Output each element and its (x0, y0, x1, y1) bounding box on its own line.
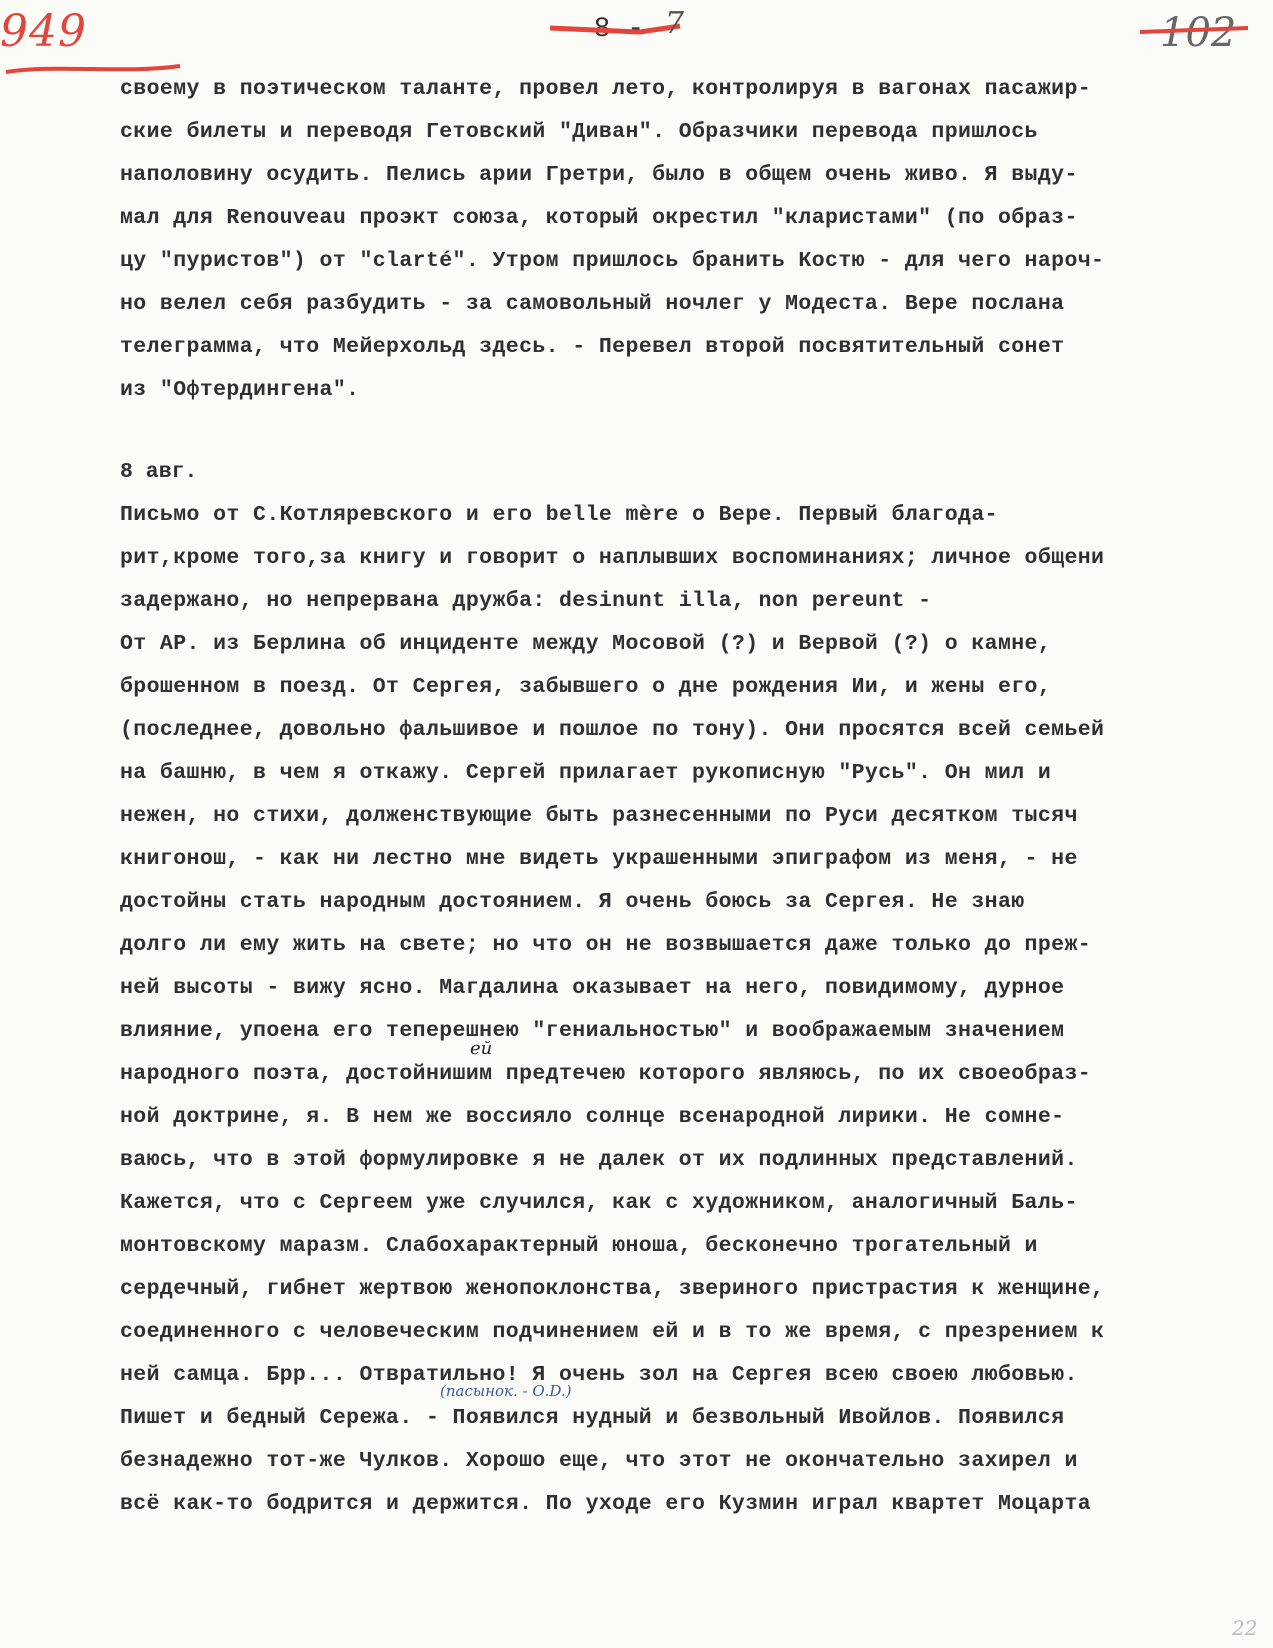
text-line: ней самца. Брр... Отвратильно! Я очень зол на Сергея всею своею любовью. (120, 1363, 1078, 1387)
text-line: Пишет и бедный Сережа. - Появился нудный и безвольный Ивойлов. Появился (120, 1406, 1065, 1430)
text-line: задержано, но непрервана дружба: desinunt illa, non pereunt - (120, 589, 932, 613)
text-line: из "Офтердингена". (120, 378, 360, 402)
text-line: долго ли ему жить на свете; но что он не возвышается даже только до преж- (120, 933, 1092, 957)
archive-number: 949 (0, 6, 87, 57)
text-line: но велел себя разбудить - за самовольный ночлег у Модеста. Вере послана (120, 292, 1065, 316)
text-line: безнадежно тот-же Чулков. Хорошо еще, что этот не окончательно захирел и (120, 1449, 1078, 1473)
handwritten-insertion: ей (470, 1038, 493, 1059)
text-line: Письмо от С.Котляревского и его belle mère о Вере. Первый благода- (120, 503, 998, 527)
text-line: ной доктрине, я. В нем же воссияло солнце всенародной лирики. Не сомне- (120, 1105, 1065, 1129)
text-line: телеграмма, что Мейерхольд здесь. - Перевел второй посвятительный сонет (120, 335, 1065, 359)
page-number-corrected: 7 (665, 6, 685, 41)
corner-mark: 22 (1232, 1616, 1258, 1640)
text-line: наполовину осудить. Пелись арии Гретри, было в общем очень живо. Я выду- (120, 163, 1078, 187)
text-line: достойны стать народным достоянием. Я очень боюсь за Сергея. Не знаю (120, 890, 1025, 914)
margin-note: (пасынок. - О.D.) (440, 1382, 572, 1400)
text-line: (последнее, довольно фальшивое и пошлое по тону). Они просятся всей семьей (120, 718, 1105, 742)
text-line: сердечный, гибнет жертвою женопоклонства, звериного пристрастия к женщине, (120, 1277, 1105, 1301)
text-line: рит,кроме того,за книгу и говорит о наплывших воспоминаниях; личное общени (120, 546, 1105, 570)
text-line: своему в поэтическом таланте, провел лето, контролируя в вагонах пасажир- (120, 77, 1092, 101)
text-line: ней высоты - вижу ясно. Магдалина оказывает на него, повидимому, дурное (120, 976, 1065, 1000)
text-line: соединенного с человеческим подчинением ей и в то же время, с презрением к (120, 1320, 1105, 1344)
date-heading: 8 авг. (120, 460, 198, 484)
text-line: ваюсь, что в этой формулировке я не далек от их подлинных представлений. (120, 1148, 1078, 1172)
sheet-number-strike (1140, 20, 1250, 46)
text-line: цу "пуристов") от "clarté". Утром пришлось бранить Костю - для чего нароч- (120, 249, 1105, 273)
page-number: - 8 - (560, 14, 645, 45)
text-line: монтовскому маразм. Слабохарактерный юноша, бесконечно трогательный и (120, 1234, 1038, 1258)
text-line: Кажется, что с Сергеем уже случился, как с художником, аналогичный Баль- (120, 1191, 1078, 1215)
text-line: ские билеты и переводя Гетовский "Диван". Образчики перевода пришлось (120, 120, 1038, 144)
sheet-number: 102 (1160, 10, 1237, 56)
text-line: всё как-то бодрится и держится. По уходе его Кузмин играл квартет Моцарта (120, 1492, 1092, 1516)
text-line: От АР. из Берлина об инциденте между Мосовой (?) и Вервой (?) о камне, (120, 632, 1052, 656)
text-line: влияние, упоена его теперешнею "гениальностью" и воображаемым значением (120, 1019, 1065, 1043)
text-line: брошенном в поезд. От Сергея, забывшего о дне рождения Ии, и жены его, (120, 675, 1052, 699)
text-line: на башню, в чем я откажу. Сергей прилагает рукописную "Русь". Он мил и (120, 761, 1052, 785)
text-line: нежен, но стихи, долженствующие быть разнесенными по Руси десятком тысяч (120, 804, 1078, 828)
text-line: книгонош, - как ни лестно мне видеть украшенными эпиграфом из меня, - не (120, 847, 1078, 871)
text-line: мал для Renouveau проэкт союза, который окрестил "кларистами" (по образ- (120, 206, 1078, 230)
text-line: народного поэта, достойнишим предтечею которого являюсь, по их своеобраз- (120, 1062, 1092, 1086)
